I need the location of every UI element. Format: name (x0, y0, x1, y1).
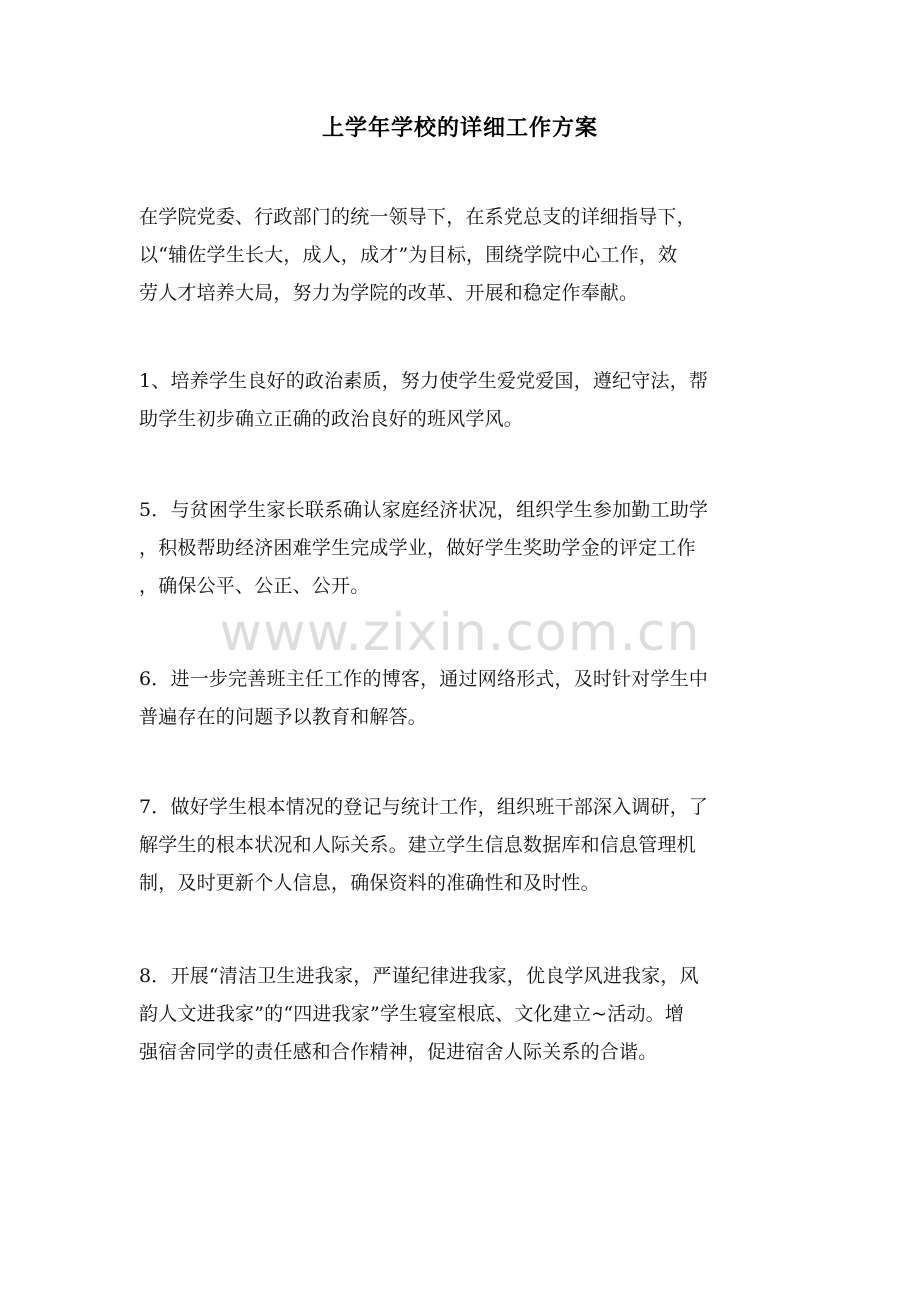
paragraph-line: 韵人文进我家”的“四进我家”学生寝室根底、文化建立~活动。增 (139, 1003, 685, 1025)
paragraph-line: 8．开展“清洁卫生进我家，严谨纪律进我家，优良学风进我家，风 (139, 965, 699, 987)
paragraph-item-7 (139, 788, 780, 902)
paragraph-line: 6．进一步完善班主任工作的博客，通过网络形式，及时针对学生中 (139, 668, 709, 690)
paragraph-line: 7．做好学生根本情况的登记与统计工作，组织班干部深入调研，了 (139, 796, 709, 818)
paragraph-item-1 (139, 362, 780, 438)
paragraph-line: ，积极帮助经济困难学生完成学业，做好学生奖助学金的评定工作 (139, 537, 696, 559)
paragraph-line: 强宿舍同学的责任感和合作精神，促进宿舍人际关系的合谐。 (139, 1041, 658, 1063)
paragraph-line: ，确保公平、公正、公开。 (139, 575, 370, 597)
paragraph-line: 在学院党委、行政部门的统一领导下，在系党总支的详细指导下， (139, 206, 696, 228)
paragraph-line: 助学生初步确立正确的政治良好的班风学风。 (139, 408, 524, 430)
paragraph-line: 劳人才培养大局，努力为学院的改革、开展和稳定作奉献。 (139, 282, 639, 304)
paragraph-item-5 (139, 491, 780, 605)
paragraph-line: 解学生的根本状况和人际关系。建立学生信息数据库和信息管理机 (139, 834, 696, 856)
paragraph-line: 1、培养学生良好的政治素质，努力使学生爱党爱国，遵纪守法，帮 (139, 370, 709, 392)
paragraph-item-8 (139, 957, 780, 1071)
watermark-text: www.zixin.com.cn (219, 603, 701, 663)
paragraph-intro (139, 198, 780, 312)
paragraph-line: 制，及时更新个人信息，确保资料的准确性和及时性。 (139, 872, 600, 894)
paragraph-line: 以“辅佐学生长大，成人，成才”为目标，围绕学院中心工作，效 (139, 244, 678, 266)
paragraph-line: 普遍存在的问题予以教育和解答。 (139, 706, 428, 728)
document-title: 上学年学校的详细工作方案 (321, 116, 598, 141)
paragraph-item-6 (139, 660, 780, 736)
paragraph-line: 5．与贫困学生家长联系确认家庭经济状况，组织学生参加勤工助学 (139, 499, 709, 521)
